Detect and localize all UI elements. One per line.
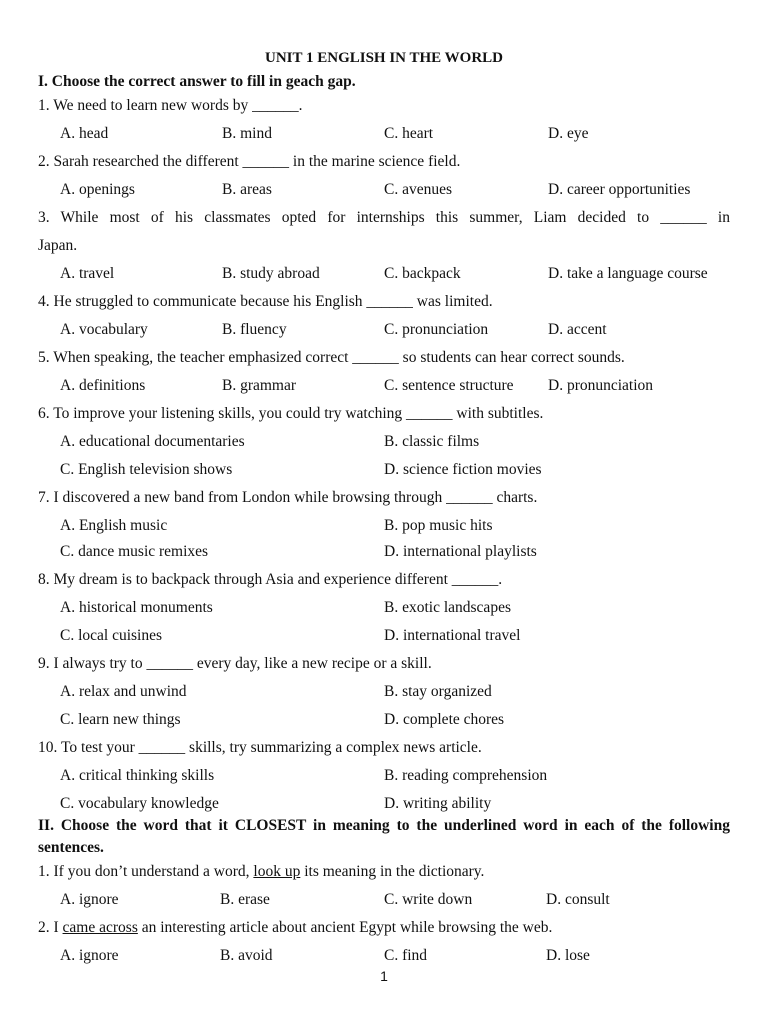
underlined-word: came across bbox=[62, 919, 138, 936]
q7-option-b: B. pop music hits bbox=[384, 517, 493, 534]
q1-option-b: B. mind bbox=[222, 125, 272, 142]
q2-option-c: C. avenues bbox=[384, 181, 453, 198]
q4-option-c: C. pronunciation bbox=[384, 321, 489, 338]
q9-option-a: A. relax and unwind bbox=[60, 683, 187, 700]
q8-option-a: A. historical monuments bbox=[60, 599, 213, 616]
question-5: 5. When speaking, the teacher emphasized correct ______ so students can hear correct sounds. bbox=[38, 349, 625, 366]
q6-option-c: C. English television shows bbox=[60, 461, 233, 478]
question-4: 4. He struggled to communicate because his English ______ was limited. bbox=[38, 293, 493, 310]
q10-option-a: A. critical thinking skills bbox=[60, 767, 215, 784]
q9-option-c: C. learn new things bbox=[60, 711, 181, 728]
q3-option-b: B. study abroad bbox=[222, 265, 320, 282]
q4-option-d: D. accent bbox=[548, 321, 607, 338]
q8-option-c: C. local cuisines bbox=[60, 627, 163, 644]
question-6: 6. To improve your listening skills, you could try watching ______ with subtitles. bbox=[38, 405, 544, 422]
underlined-word: look up bbox=[253, 863, 301, 880]
s2q2-option-a: A. ignore bbox=[60, 947, 119, 964]
q1-option-a: A. head bbox=[60, 125, 109, 142]
q3-option-c: C. backpack bbox=[384, 265, 461, 282]
q8-option-b: B. exotic landscapes bbox=[384, 599, 511, 616]
q4-option-b: B. fluency bbox=[222, 321, 287, 338]
question-1: 1. We need to learn new words by ______. bbox=[38, 97, 303, 114]
q4-option-a: A. vocabulary bbox=[60, 321, 148, 338]
question-2: 2. Sarah researched the different ______ in the marine science field. bbox=[38, 153, 461, 170]
q9-option-d: D. complete chores bbox=[384, 711, 505, 728]
q5-option-d: D. pronunciation bbox=[548, 377, 654, 394]
q10-option-d: D. writing ability bbox=[384, 795, 492, 812]
question-8: 8. My dream is to backpack through Asia and experience different ______. bbox=[38, 571, 503, 588]
question-9: 9. I always try to ______ every day, like a new recipe or a skill. bbox=[38, 655, 432, 672]
s2q1-option-d: D. consult bbox=[546, 891, 610, 908]
q5-option-a: A. definitions bbox=[60, 377, 146, 394]
s2q2-option-c: C. find bbox=[384, 947, 428, 964]
q7-option-d: D. international playlists bbox=[384, 543, 537, 560]
question-7: 7. I discovered a new band from London while browsing through ______ charts. bbox=[38, 489, 538, 506]
q2-option-d: D. career opportunities bbox=[548, 181, 691, 198]
q6-option-d: D. science fiction movies bbox=[384, 461, 542, 478]
q2-option-b: B. areas bbox=[222, 181, 272, 198]
question-3-line-1: 3. While most of his classmates opted for internships this summer, Liam decided to ______ in bbox=[38, 209, 730, 226]
page-number: 1 bbox=[380, 968, 388, 984]
s2q1-option-a: A. ignore bbox=[60, 891, 119, 908]
q9-option-b: B. stay organized bbox=[384, 683, 492, 700]
q6-option-b: B. classic films bbox=[384, 433, 480, 450]
q10-option-c: C. vocabulary knowledge bbox=[60, 795, 219, 812]
q3-option-d: D. take a language course bbox=[548, 265, 708, 282]
section-2-heading-line-2: sentences. bbox=[38, 839, 104, 856]
q3-option-a: A. travel bbox=[60, 265, 115, 282]
s2-question-2: 2. I came across an interesting article about ancient Egypt while browsing the web. bbox=[38, 919, 553, 936]
q7-option-a: A. English music bbox=[60, 517, 168, 534]
s2q1-option-c: C. write down bbox=[384, 891, 473, 908]
section-1-heading: I. Choose the correct answer to fill in geach gap. bbox=[38, 73, 356, 90]
section-2-heading-line-1: II. Choose the word that it CLOSEST in meaning to the underlined word in each of the following bbox=[38, 817, 730, 834]
question-10: 10. To test your ______ skills, try summarizing a complex news article. bbox=[38, 739, 482, 756]
q8-option-d: D. international travel bbox=[384, 627, 521, 644]
q5-option-c: C. sentence structure bbox=[384, 377, 514, 394]
page-title: UNIT 1 ENGLISH IN THE WORLD bbox=[265, 50, 503, 66]
q6-option-a: A. educational documentaries bbox=[60, 433, 245, 450]
s2-question-1: 1. If you don’t understand a word, look up its meaning in the dictionary. bbox=[38, 863, 485, 880]
q1-option-d: D. eye bbox=[548, 125, 589, 142]
q1-option-c: C. heart bbox=[384, 125, 434, 142]
q7-option-c: C. dance music remixes bbox=[60, 543, 209, 560]
s2q2-option-b: B. avoid bbox=[220, 947, 273, 964]
s2q2-option-d: D. lose bbox=[546, 947, 590, 964]
q5-option-b: B. grammar bbox=[222, 377, 297, 394]
q2-option-a: A. openings bbox=[60, 181, 135, 198]
question-3-line-2: Japan. bbox=[38, 237, 78, 254]
s2q1-option-b: B. erase bbox=[220, 891, 270, 908]
q10-option-b: B. reading comprehension bbox=[384, 767, 548, 784]
